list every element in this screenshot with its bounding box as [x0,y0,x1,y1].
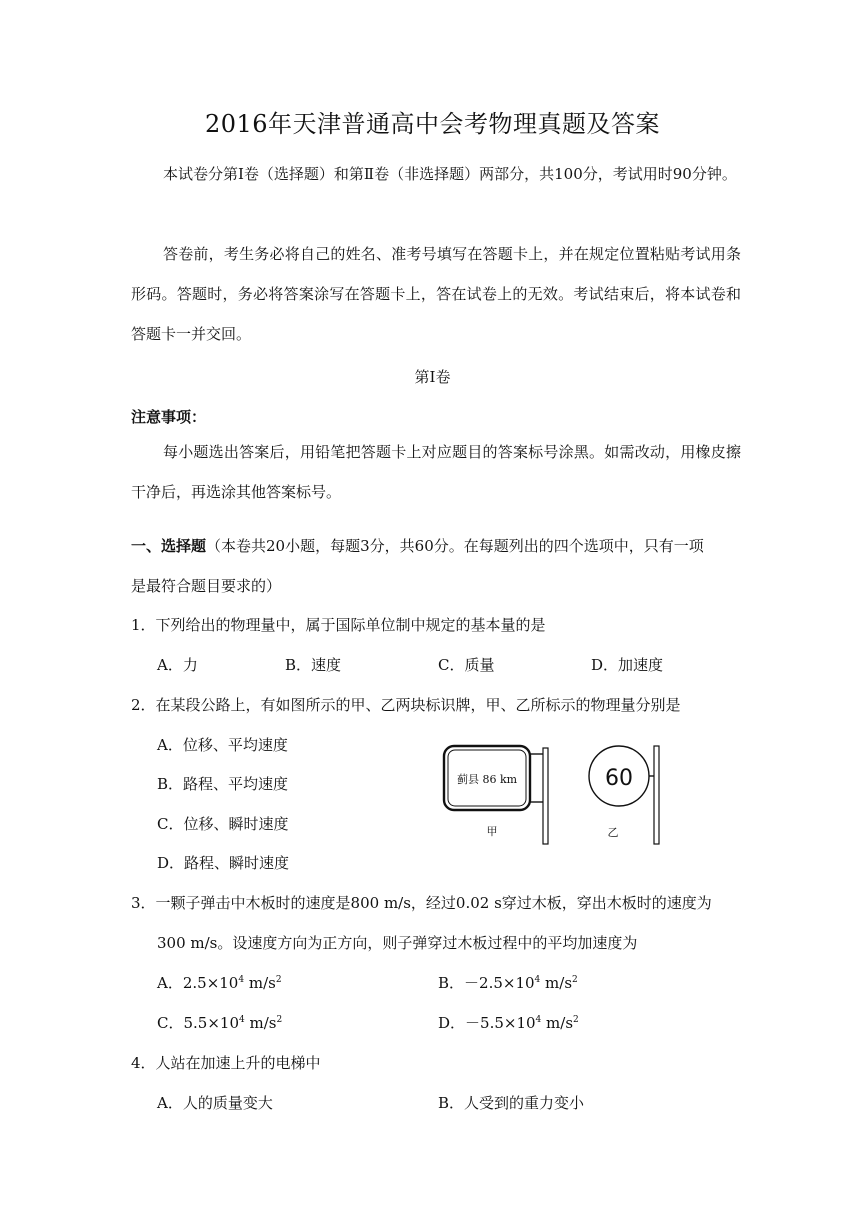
intro-paragraph-2: 答卷前，考生务必将自己的姓名、准考号填写在答题卡上，并在规定位置粘贴考试用条形码。答题时，务必将答案涂写在答题卡上，答在试卷上的无效。考试结束后，将本试卷和答题卡一并交回。 [131,245,741,343]
sign-jia-text: 蓟县 86 km [456,773,518,786]
q4-option-a: A．人的质量变大 [157,1094,273,1112]
sign-jia-label: 甲 [486,825,498,838]
q3-a-exp: 4 [238,975,245,985]
section-heading-line [131,535,704,556]
road-signs-figure [430,740,670,850]
q2-option-b: B．路程、平均速度 [157,775,289,793]
intro-paragraph-1: 本试卷分第Ⅰ卷（选择题）和第Ⅱ卷（非选择题）两部分，共100分，考试用时90分钟。 [163,165,737,183]
q3-a-prefix: A．2.5×10 [157,974,239,992]
page-title: 2016年天津普通高中会考物理真题及答案 [204,110,661,138]
sign-yi-text: 60 [605,766,633,791]
q3-c-exp: 4 [239,1015,245,1025]
q3-b-exp: 4 [534,975,541,985]
q3-d-prefix: D．－5.5×10 [438,1014,536,1032]
sign-yi [589,746,659,844]
q2-option-d: D．路程、瞬时速度 [157,854,290,872]
section-desc: （本卷共20小题，每题3分，共60分。在每题列出的四个选项中，只有一项 [206,537,704,555]
sign-yi-label: 乙 [607,826,619,839]
q3-c-prefix: C．5.5×10 [157,1014,239,1032]
q1-option-a: A．力 [157,656,198,674]
volume-heading: 第Ⅰ卷 [414,368,451,386]
sign-jia [444,746,548,844]
q3-c-unit: m/s [244,1014,277,1032]
q1-option-d: D．加速度 [591,656,664,674]
q3-d-unit: m/s [541,1014,574,1032]
q3-b-unit-exp: 2 [572,975,578,985]
q3-b-prefix: B．－2.5×10 [438,974,535,992]
question-4-stem: 4．人站在加速上升的电梯中 [131,1054,321,1072]
notice-heading: 注意事项： [131,408,207,426]
q2-option-a: A．位移、平均速度 [157,736,288,754]
q3-c-unit-exp: 2 [276,1015,283,1025]
q1-option-c: C．质量 [438,656,495,674]
q3-a-unit-exp: 2 [275,975,282,985]
q3-option-b [438,972,578,993]
q3-a-unit: m/s [244,974,276,992]
question-2-stem: 2．在某段公路上，有如图所示的甲、乙两块标识牌，甲、乙所标示的物理量分别是 [131,696,681,714]
q2-option-c: C．位移、瞬时速度 [157,815,289,833]
question-3-stem-line1: 3．一颗子弹击中木板时的速度是800 m/s，经过0.02 s穿过木板，穿出木板时的速度为 [131,894,712,912]
section-desc-2: 是最符合题目要求的） [131,577,282,595]
section-heading: 一、选择题 [131,537,207,555]
q4-option-b: B．人受到的重力变小 [438,1094,585,1112]
q3-option-d [438,1012,579,1033]
q1-option-b: B．速度 [285,656,342,674]
q3-option-a [157,972,282,993]
q3-d-exp: 4 [535,1015,542,1025]
q3-option-c [157,1012,282,1033]
question-3-stem-line2: 300 m/s。设速度方向为正方向，则子弹穿过木板过程中的平均加速度为 [157,934,638,952]
q3-b-unit: m/s [540,974,573,992]
q3-d-unit-exp: 2 [573,1015,579,1025]
question-1-stem: 1．下列给出的物理量中，属于国际单位制中规定的基本量的是 [131,616,546,634]
notice-text: 每小题选出答案后，用铅笔把答题卡上对应题目的答案标号涂黑。如需改动，用橡皮擦干净后，再选涂其他答案标号。 [131,443,741,501]
